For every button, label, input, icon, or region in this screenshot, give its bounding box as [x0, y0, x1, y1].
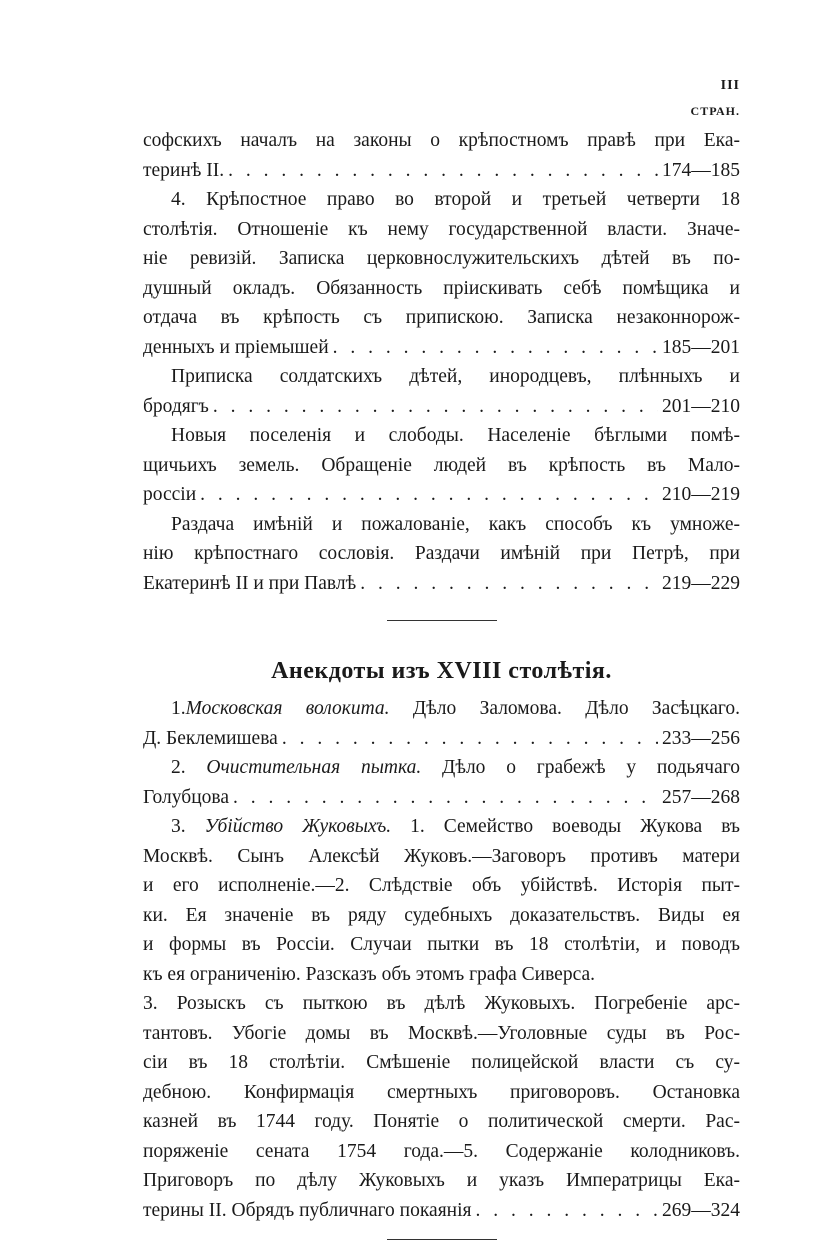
toc-line: [143, 694, 740, 724]
entry-title: Московская волокита.: [185, 698, 390, 719]
entry-text: Дѣло Заломова. Дѣло Засѣцкаго.: [389, 698, 740, 719]
entry-title: Убійство Жуковыхъ.: [204, 816, 392, 837]
toc-line: столѣтія. Отношеніе къ нему государственной власти. Значе-: [143, 218, 740, 240]
dot-leader: [360, 569, 658, 599]
toc-line: Приписка солдатскихъ дѣтей, инородцевъ, плѣнныхъ и: [171, 366, 740, 387]
pages-column-label: СТРАН.: [690, 104, 740, 118]
page-range: 210—219: [662, 484, 740, 505]
toc-line: тантовъ. Убогіе домы въ Москвѣ.—Уголовные суды въ Рос-: [143, 1022, 740, 1044]
page-range: 269—324: [662, 1199, 740, 1221]
toc-line: и формы въ Россіи. Случаи пытки въ 18 столѣтіи, и поводъ: [143, 934, 740, 955]
page-range: 174—185: [662, 159, 740, 181]
page-range: 257—268: [662, 786, 740, 808]
dot-leader: [228, 156, 658, 186]
section-heading: Анекдоты изъ XVIII столѣтія.: [271, 658, 612, 684]
leader-text: Екатеринѣ II и при Павлѣ: [143, 572, 357, 594]
page-range: 201—210: [662, 395, 740, 417]
dot-leader: [233, 783, 658, 813]
entry-number: 1.: [171, 698, 186, 719]
toc-line: Москвѣ. Сынъ Алексѣй Жуковъ.—Заговоръ противъ матери: [143, 845, 740, 867]
dot-leader: [333, 333, 658, 363]
leader-text: терины II. Обрядъ публичнаго покаянія: [143, 1199, 472, 1221]
entry-number: 2.: [171, 757, 186, 778]
toc-line: душный окладъ. Обязанность пріискивать себѣ помѣщика и: [143, 277, 740, 299]
leader-text: теринѣ II.: [143, 159, 225, 181]
toc-leader-line: [143, 392, 740, 422]
entry-text: 1. Семейство воеводы Жукова въ: [391, 816, 740, 837]
toc-line: казней въ 1744 году. Понятіе о политической смерти. Рас-: [143, 1111, 740, 1132]
page-range: 233—256: [662, 727, 740, 749]
toc-line: софскихъ началъ на законы о крѣпостномъ правѣ при Ека-: [143, 130, 740, 151]
toc-leader-line: [143, 724, 740, 754]
dot-leader: [476, 1196, 659, 1226]
entry-number: 3.: [171, 816, 186, 837]
leader-text: бродягъ: [143, 395, 209, 417]
entry-text: Дѣло о грабежѣ у подьячаго: [421, 757, 740, 778]
dot-leader: [213, 392, 658, 422]
page-number: III: [720, 78, 740, 93]
page-range: 185—201: [662, 336, 740, 358]
toc-leader-line: [143, 1196, 740, 1226]
toc-line: поряженіе сената 1754 года.—5. Содержаніе колодниковъ.: [143, 1140, 740, 1162]
toc-line: Раздача имѣній и пожалованіе, какъ способъ къ умноже-: [171, 513, 740, 535]
toc-leader-line: [143, 480, 740, 510]
leader-text: денныхъ и пріемышей: [143, 336, 329, 358]
toc-line: ніе ревизій. Записка церковнослужительскихъ дѣтей въ по-: [143, 248, 740, 269]
toc-line: 3. Розыскъ съ пыткою въ дѣлѣ Жуковыхъ. Погребеніе арс-: [143, 993, 740, 1014]
dot-leader: [200, 480, 658, 510]
toc-line: и его исполненіе.—2. Слѣдствіе объ убійствѣ. Исторія пыт-: [143, 875, 740, 896]
toc-line: [143, 812, 740, 842]
leader-text: россіи: [143, 484, 197, 505]
toc-line: щичьихъ земель. Обращеніе людей въ крѣпость въ Мало-: [143, 454, 740, 476]
toc-leader-line: [143, 569, 740, 599]
leader-text: Д. Беклемишева: [143, 727, 278, 749]
toc-line: сіи въ 18 столѣтіи. Смѣшеніе полицейской власти съ су-: [143, 1052, 740, 1073]
dot-leader: [282, 724, 658, 754]
toc-leader-line: [143, 156, 740, 186]
toc-line: нію крѣпостнаго сословія. Раздачи имѣній при Петрѣ, при: [143, 543, 740, 564]
table-of-contents: [143, 126, 740, 1240]
toc-line: дебною. Конфирмація смертныхъ приговоровъ. Остановка: [143, 1081, 740, 1103]
page-range: 219—229: [662, 572, 740, 594]
toc-line: отдача въ крѣпость съ припискою. Записка незаконнорож-: [143, 307, 740, 328]
toc-leader-line: [143, 783, 740, 813]
toc-line: [143, 753, 740, 783]
toc-line: Новыя поселенія и слободы. Населеніе бѣглыми помѣ-: [171, 425, 740, 446]
toc-leader-line: [143, 333, 740, 363]
toc-line: ки. Ея значеніе въ ряду судебныхъ доказательствъ. Виды ея: [143, 904, 740, 926]
toc-line: 4. Крѣпостное право во второй и третьей четверти 18: [171, 189, 740, 210]
entry-title: Очистительная пытка.: [206, 757, 422, 778]
toc-line: къ ея ограниченію. Разсказъ объ этомъ графа Сиверса.: [143, 963, 595, 985]
leader-text: Голубцова: [143, 786, 229, 808]
toc-line: Приговоръ по дѣлу Жуковыхъ и указъ Императрицы Ека-: [143, 1170, 740, 1191]
